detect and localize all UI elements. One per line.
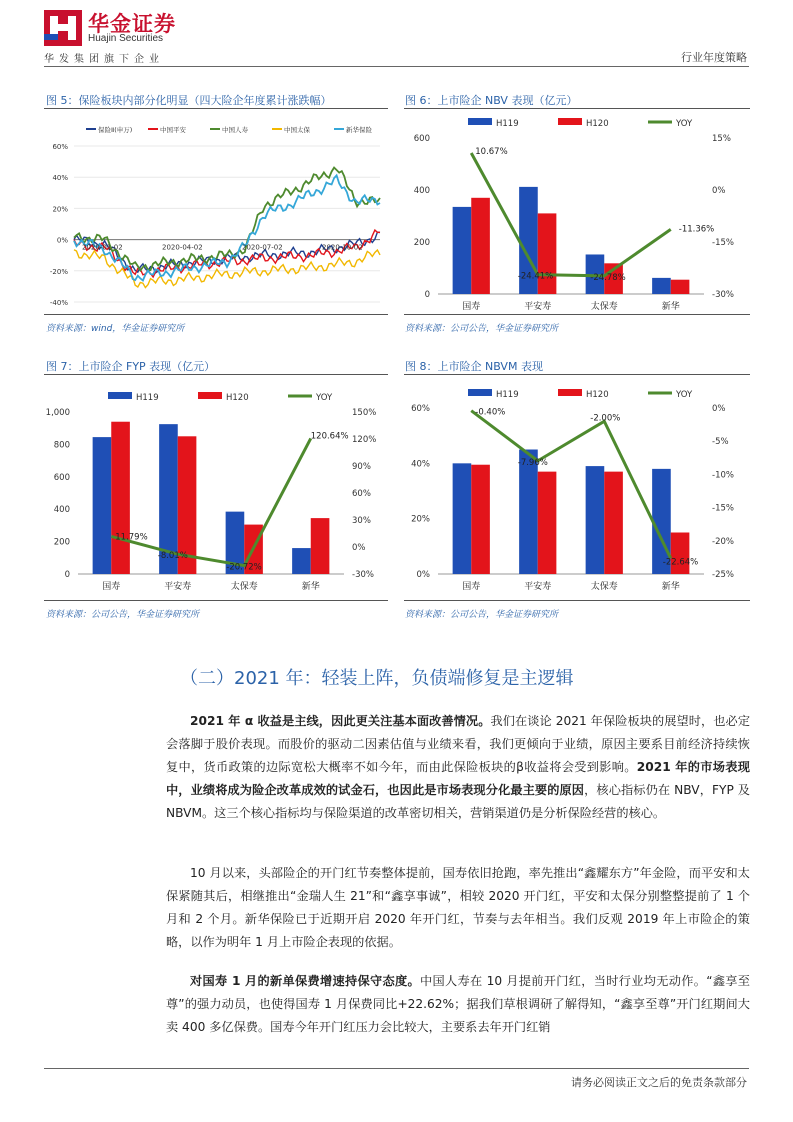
fig8-bar-h120 [671,533,690,575]
fig6-bar-h120 [671,280,690,294]
fig8-y2-tick: -25% [712,570,734,580]
header-divider [44,66,749,67]
fig7-yoy-line [111,438,311,565]
fig6-bar-h120 [471,198,490,294]
fig7-legend-swatch [108,392,132,399]
fig8-bottom-rule [404,600,750,601]
footer-divider [44,1068,749,1069]
fig6-y2-tick: 15% [712,134,731,144]
p1-text-2: ，核心指标仍在 NBV，FYP 及 NBVM。这三个核心指标均与保险渠道的改革密切相关，营销渠道仍是分析保险经营的核心。 [166,783,750,820]
fig7-legend-label: H120 [226,393,249,403]
fig7-category-label: 国寿 [102,582,121,592]
fig8-yoy-label: -7.96% [517,457,548,468]
fig6-legend-swatch [558,118,582,125]
fig8-yoy-label: -2.00% [590,413,621,424]
fig7-y-tick: 200 [53,537,70,548]
fig8-yoy-label: -22.64% [662,557,699,568]
fig6-y-tick: 200 [413,238,430,248]
paragraph-3 [166,970,750,1039]
fig8-bar-h119 [519,450,538,575]
fig6-yoy-label: -11.36% [678,224,715,235]
fig8-legend-swatch [468,389,492,396]
p1-bold-1: 2021 年 α 收益是主线，因此更关注基本面改善情况。 [190,714,491,728]
fig7-y2-tick: -30% [352,570,374,580]
fig8-yoy-label: -0.40% [475,407,506,418]
fig5-legend-label: 新华保险 [346,126,372,134]
fig7-category-label: 新华 [301,582,320,592]
fig5-legend-label: 中国太保 [284,126,310,134]
fig5-title-rule [44,108,388,109]
fig7-title: 图 7：上市险企 FYP 表现（亿元） [46,360,216,373]
fig8-legend-label: YOY [676,390,693,400]
fig6-legend-label: H120 [586,119,609,129]
fig6-source: 资料来源：公司公告，华金证券研究所 [405,324,559,334]
fig5-y-tick: 40% [52,174,68,183]
fig6-yoy-label: 10.67% [475,147,508,158]
fig6-y2-tick: -15% [712,238,734,248]
fig7-y-tick: 600 [53,472,70,483]
paragraph-1 [166,710,750,825]
huajin-logo-icon [44,10,82,46]
fig5-source: 资料来源：wind，华金证券研究所 [46,324,185,334]
fig8-title: 图 8：上市险企 NBVM 表现 [405,360,543,373]
fig8-yoy-line [471,411,671,559]
fig6-yoy-label: -24.41% [517,271,554,282]
fig6-y-tick: 400 [413,186,430,196]
fig7-yoy-label: -8.01% [157,551,188,562]
fig8-y2-tick: -15% [712,503,734,514]
fig8-y-tick: 40% [411,459,430,470]
fig8-legend-swatch [558,389,582,396]
fig6-y2-tick: -30% [712,290,734,300]
fig5-y-tick: 20% [52,205,68,214]
fig7-bar-h120 [111,422,130,574]
paragraph-2: 10 月以来，头部险企的开门红节奏整体提前，国寿依旧抢跑，率先推出“鑫耀东方”年金险，而平安和太保紧随其后，相继推出“金瑞人生 21”和“鑫享事诚”，相较 2020 开门红，平安和太保分别整整提前了 1 个月和 2 个月。新华保险已于近期开启 2020 年开门红，节奏与去年相当。我们反观 2019 年上市险企的策略，以作为明年 1 月上市险企表现的依据。 [166,866,750,949]
fig6-legend-label: YOY [676,119,693,129]
p3-text-1: 中国人寿在 10 月提前开门红，当时行业均无动作。“鑫享至尊”的强力动员，也使得国寿 1 月保费同比+22.62%；据我们草根调研了解得知，“鑫享至尊”开门红期间大卖 400 多亿保费。国寿今年开门红压力会比较大，主要系去年开门红销 [166,974,750,1034]
fig7-y-tick: 800 [53,440,70,451]
fig7-y2-tick: 30% [352,516,371,526]
company-subtitle: 华发集团旗下企业 [44,54,164,65]
company-name-en: Huajin Securities [88,33,164,44]
fig8-bar-h119 [586,466,605,574]
report-type: 行业年度策略 [681,51,747,64]
fig5-legend-label: 保险Ⅱ(申万) [98,126,133,134]
p1-bold-2: 2021 年的市场表现中，业绩将成为险企改革成效的试金石，也因此是市场表现分化最主要的原因 [166,760,750,797]
p1-text-1: 我们在谈论 2021 年保险板块的展望时，也必定会落脚于股价表现。而股价的驱动二因素估值与业绩来看，我们更倾向于业绩，原因主要系目前经济持续恢复中，货币政策的边际宽松大概率不如今年，而由此保险板块的β收益将会受到影响。 [166,714,751,774]
fig5-bottom-rule [44,314,388,315]
fig5-y-tick: 60% [52,143,68,151]
fig7-y2-tick: 120% [352,435,377,445]
fig8-category-label: 平安寿 [524,582,552,592]
company-name-cn: 华金证券 [88,12,176,36]
p3-bold-1: 对国寿 1 月的新单保费增速持保守态度。 [190,974,420,988]
fig5-x-tick: 2020-04-02 [162,243,203,252]
fig7-title-rule [44,374,388,375]
fig8-y-tick: 20% [411,514,430,525]
fig5-legend-label: 中国平安 [160,126,186,134]
fig8-y2-tick: -5% [712,437,729,448]
fig7-bottom-rule [44,600,388,601]
fig7-y2-tick: 150% [352,408,377,418]
fig6-yoy-label: -24.78% [590,272,626,283]
fig5-y-tick: -20% [49,267,68,276]
fig8-bar-h119 [453,463,472,574]
fig6-yoy-line [471,153,671,276]
fig6-category-label: 国寿 [462,302,481,312]
fig7-legend-swatch [198,392,222,399]
fig5-series-line [74,175,380,280]
fig7-bar-h119 [292,548,311,574]
fig8-y-tick: 0% [416,570,430,580]
fig6-bar-h119 [453,207,472,294]
fig8-legend-label: H119 [496,390,519,400]
fig7-y-tick: 1,000 [45,408,70,418]
fig8-bar-h120 [604,472,623,574]
fig5-x-tick: 2020-10-02 [322,243,363,252]
fig7-legend-label: H119 [136,393,159,403]
fig5-y-tick: -40% [49,299,68,307]
fig6-bottom-rule [404,314,750,315]
fig5-x-tick: 2020-01-02 [82,243,123,252]
fig5-title: 图 5：保险板块内部分化明显（四大险企年度累计涨跌幅） [46,94,332,107]
fig6-category-label: 太保寿 [590,302,618,312]
fig6-category-label: 平安寿 [524,302,552,312]
section-title: （二）2021 年：轻装上阵，负债端修复是主逻辑 [180,668,574,689]
fig6-y2-tick: 0% [712,186,726,196]
fig6-bar-h120 [538,213,557,294]
fig7-fyp-chart [44,380,388,596]
fig8-bar-h120 [538,472,557,574]
fig7-y2-tick: 90% [352,462,371,472]
fig6-bar-h119 [652,278,671,294]
fig7-legend-label: YOY [316,393,333,403]
fig7-bar-h119 [93,437,112,574]
fig8-legend-label: H120 [586,390,609,400]
fig7-y2-tick: 60% [352,489,371,499]
fig6-y-tick: 0 [424,290,430,300]
fig5-line-chart [44,112,388,312]
fig7-y2-tick: 0% [352,543,366,553]
fig8-y-tick: 60% [411,404,430,414]
fig8-y2-tick: -10% [712,470,734,481]
fig7-source: 资料来源：公司公告，华金证券研究所 [46,610,200,620]
fig7-y-tick: 0 [64,570,70,580]
fig5-y-tick: 0% [56,236,68,245]
fig7-category-label: 太保寿 [230,582,258,592]
fig6-y-tick: 600 [413,134,430,144]
fig6-legend-swatch [468,118,492,125]
fig8-bar-h120 [471,465,490,574]
fig7-yoy-label: -20.72% [226,562,262,573]
fig7-yoy-label: 120.64% [310,431,349,442]
fig8-y2-tick: 0% [712,404,726,414]
fig8-category-label: 新华 [661,582,680,592]
fig8-category-label: 太保寿 [590,582,618,592]
fig8-source: 资料来源：公司公告，华金证券研究所 [405,610,559,620]
fig6-title-rule [404,108,750,109]
fig6-category-label: 新华 [661,302,680,312]
fig5-legend-label: 中国人寿 [222,126,248,134]
fig6-title: 图 6：上市险企 NBV 表现（亿元） [405,94,578,107]
fig7-yoy-label: 11.79% [115,532,148,543]
fig7-bar-h120 [311,518,330,574]
fig8-title-rule [404,374,750,375]
fig7-y-tick: 400 [53,505,70,516]
fig6-nbv-chart [404,112,750,312]
fig8-nbvm-chart [404,380,750,596]
footer-disclaimer: 请务必阅读正文之后的免责条款部分 [571,1076,747,1089]
fig7-category-label: 平安寿 [164,582,192,592]
fig8-category-label: 国寿 [462,582,481,592]
fig5-x-tick: 2020-07-02 [242,243,283,252]
fig8-y2-tick: -20% [712,536,734,547]
fig6-legend-label: H119 [496,119,519,129]
